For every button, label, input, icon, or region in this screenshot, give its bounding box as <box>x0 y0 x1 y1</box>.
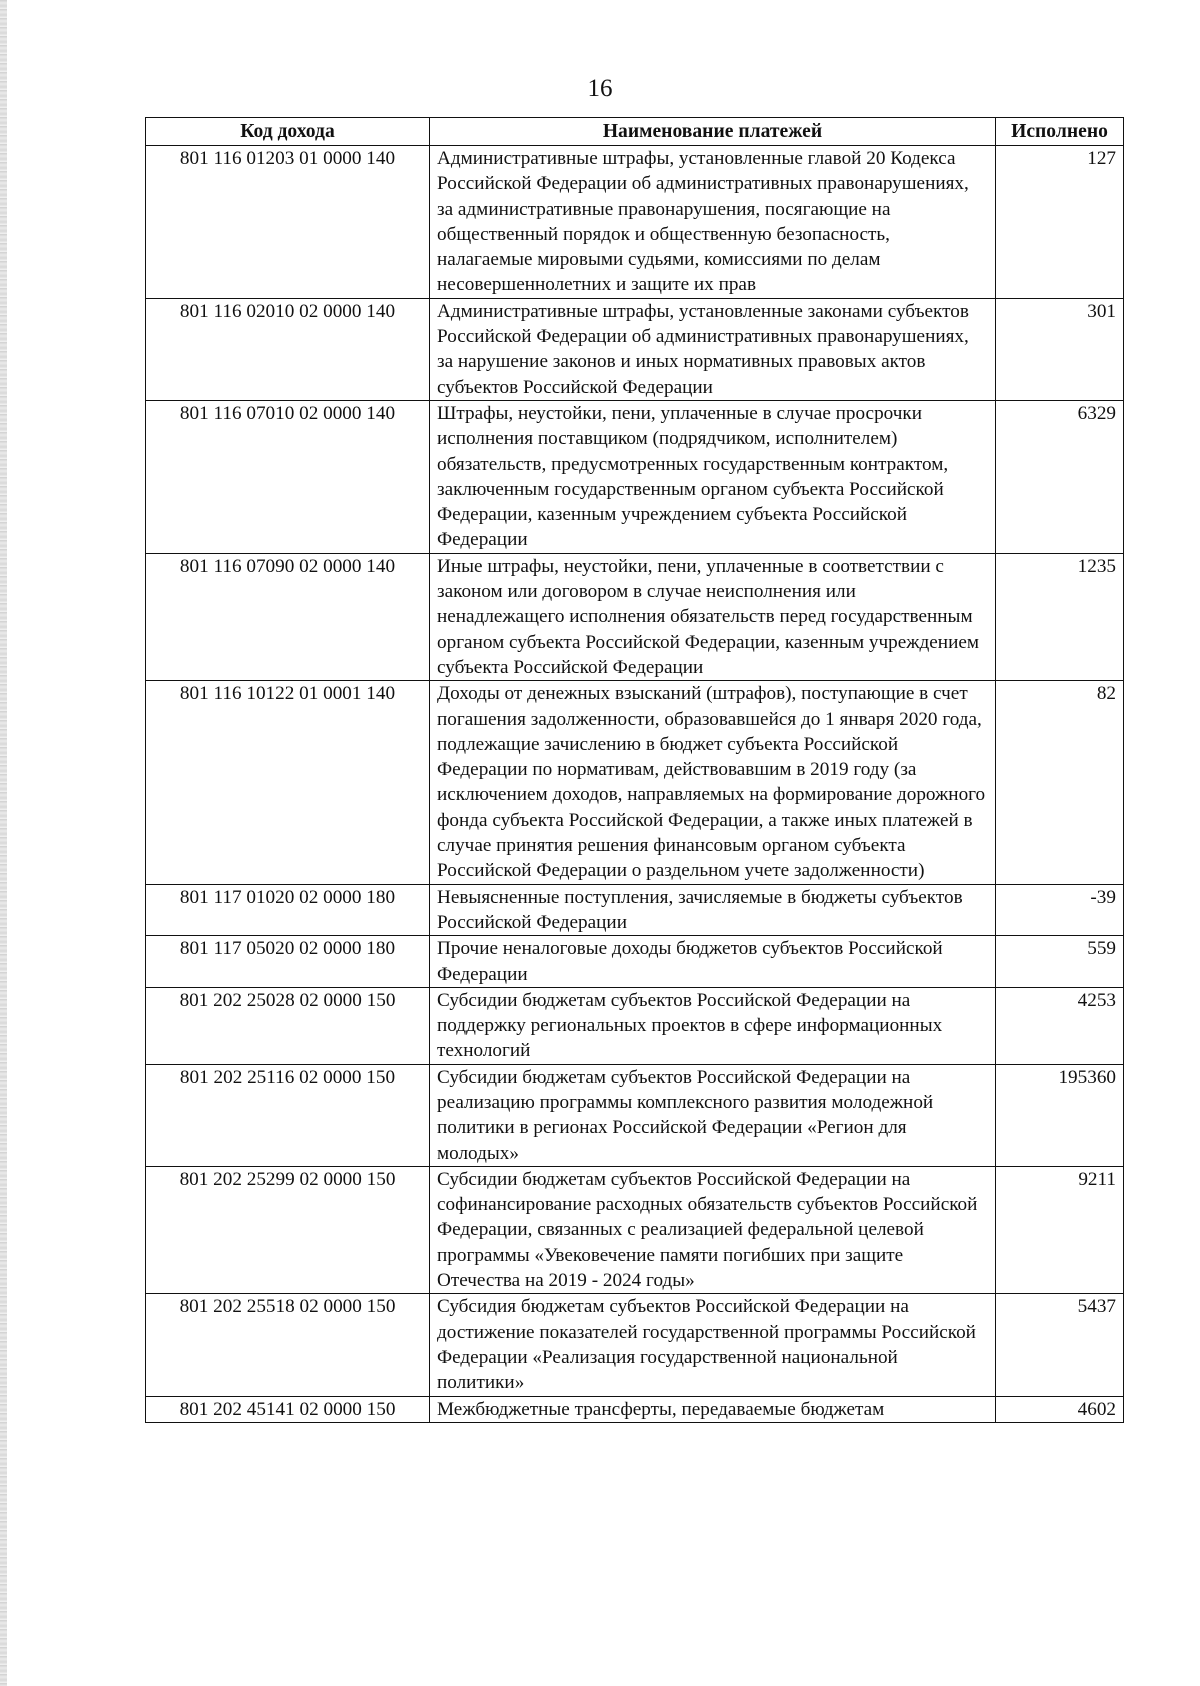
revenue-code: 801 116 10122 01 0001 140 <box>146 681 430 884</box>
revenue-code: 801 117 01020 02 0000 180 <box>146 884 430 936</box>
payment-name: Субсидии бюджетам субъектов Российской Федерации на поддержку региональных проектов в сфере информационных технологий <box>430 987 996 1064</box>
revenue-code: 801 202 25299 02 0000 150 <box>146 1166 430 1293</box>
executed-amount: 4253 <box>996 987 1124 1064</box>
scan-edge-artifact <box>0 0 7 1686</box>
payment-name: Административные штрафы, установленные законами субъектов Российской Федерации об административных правонарушениях, за нарушение законов и иных нормативных правовых актов субъектов Российской Федерации <box>430 298 996 400</box>
revenue-code: 801 116 07090 02 0000 140 <box>146 553 430 680</box>
executed-amount: 5437 <box>996 1294 1124 1396</box>
table-row <box>146 146 1124 299</box>
executed-amount: 9211 <box>996 1166 1124 1293</box>
payment-name: Субсидия бюджетам субъектов Российской Федерации на достижение показателей государственной программы Российской Федерации «Реализация государственной национальной политики» <box>430 1294 996 1396</box>
revenue-table <box>145 117 1124 1423</box>
payment-name: Субсидии бюджетам субъектов Российской Федерации на реализацию программы комплексного развития молодежной политики в регионах Российской Федерации «Регион для молодых» <box>430 1064 996 1166</box>
executed-amount: 6329 <box>996 400 1124 553</box>
table-row <box>146 936 1124 988</box>
payment-name: Административные штрафы, установленные главой 20 Кодекса Российской Федерации об административных правонарушениях, за административные правонарушения, посягающие на общественный порядок и общественную безопасность, налагаемые мировыми судьями, комиссиями по делам несовершеннолетних и защите их прав <box>430 146 996 299</box>
header-row <box>146 118 1124 146</box>
payment-name: Доходы от денежных взысканий (штрафов), поступающие в счет погашения задолженности, образовавшейся до 1 января 2020 года, подлежащие зачислению в бюджет субъекта Российской Федерации по нормативам, действовавшим в 2019 году (за исключением доходов, направляемых на формирование дорожного фонда субъекта Российской Федерации, а также иных платежей в случае принятия решения финансовым органом субъекта Российской Федерации о раздельном учете задолженности) <box>430 681 996 884</box>
revenue-code: 801 116 07010 02 0000 140 <box>146 400 430 553</box>
payment-name: Невыясненные поступления, зачисляемые в бюджеты субъектов Российской Федерации <box>430 884 996 936</box>
payment-name: Штрафы, неустойки, пени, уплаченные в случае просрочки исполнения поставщиком (подрядчиком, исполнителем) обязательств, предусмотренных государственным контрактом, заключенным государственным органом субъекта Российской Федерации, казенным учреждением субъекта Российской Федерации <box>430 400 996 553</box>
table-row <box>146 298 1124 400</box>
revenue-code: 801 202 45141 02 0000 150 <box>146 1396 430 1422</box>
page-number: 16 <box>587 75 613 102</box>
table-row <box>146 1396 1124 1422</box>
payment-name: Прочие неналоговые доходы бюджетов субъектов Российской Федерации <box>430 936 996 988</box>
executed-amount: 559 <box>996 936 1124 988</box>
table-row <box>146 1294 1124 1396</box>
executed-amount: 195360 <box>996 1064 1124 1166</box>
executed-amount: 4602 <box>996 1396 1124 1422</box>
revenue-code: 801 202 25116 02 0000 150 <box>146 1064 430 1166</box>
executed-amount: 127 <box>996 146 1124 299</box>
revenue-code: 801 116 02010 02 0000 140 <box>146 298 430 400</box>
table-row <box>146 1064 1124 1166</box>
table-row <box>146 987 1124 1064</box>
payment-name: Межбюджетные трансферты, передаваемые бюджетам <box>430 1396 996 1422</box>
table-row <box>146 884 1124 936</box>
table-row <box>146 1166 1124 1293</box>
header-done: Исполнено <box>996 118 1124 146</box>
revenue-code: 801 202 25028 02 0000 150 <box>146 987 430 1064</box>
payment-name: Субсидии бюджетам субъектов Российской Федерации на софинансирование расходных обязательств субъектов Российской Федерации, связанных с реализацией федеральной целевой программы «Увековечение памяти погибших при защите Отечества на 2019 - 2024 годы» <box>430 1166 996 1293</box>
table-header <box>146 118 1124 146</box>
executed-amount: 301 <box>996 298 1124 400</box>
header-name: Наименование платежей <box>430 118 996 146</box>
executed-amount: 1235 <box>996 553 1124 680</box>
executed-amount: 82 <box>996 681 1124 884</box>
payment-name: Иные штрафы, неустойки, пени, уплаченные в соответствии с законом или договором в случае неисполнения или ненадлежащего исполнения обязательств перед государственным органом субъекта Российской Федерации, казенным учреждением субъекта Российской Федерации <box>430 553 996 680</box>
executed-amount: -39 <box>996 884 1124 936</box>
header-code: Код дохода <box>146 118 430 146</box>
table-body <box>146 146 1124 1423</box>
revenue-code: 801 116 01203 01 0000 140 <box>146 146 430 299</box>
table-row <box>146 400 1124 553</box>
revenue-code: 801 117 05020 02 0000 180 <box>146 936 430 988</box>
revenue-code: 801 202 25518 02 0000 150 <box>146 1294 430 1396</box>
table-row <box>146 553 1124 680</box>
table-row <box>146 681 1124 884</box>
